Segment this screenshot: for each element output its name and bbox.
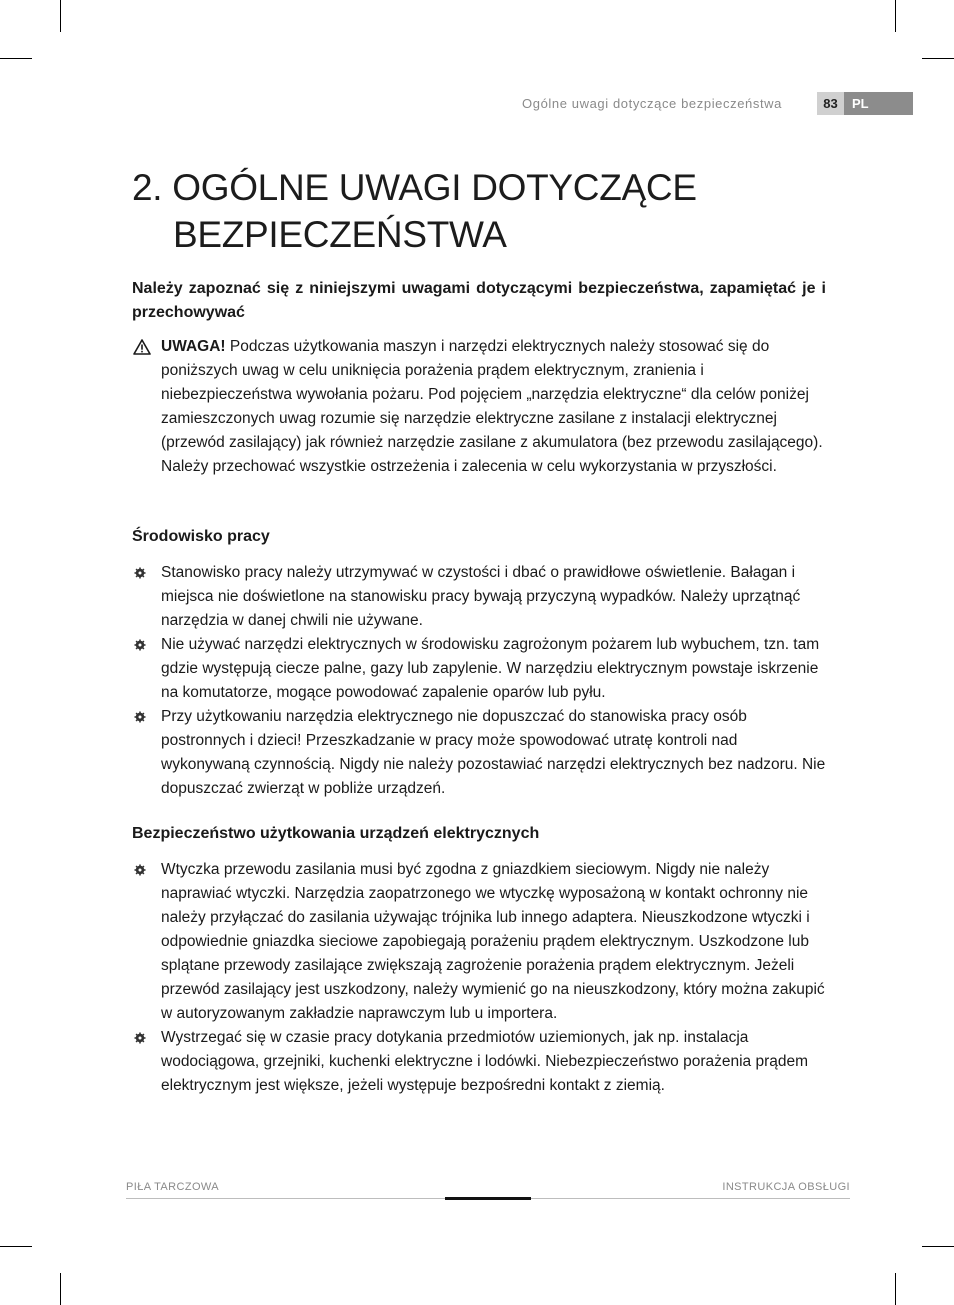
work-environment-list [161, 561, 826, 801]
list-item [161, 561, 826, 633]
title-line-2: BEZPIECZEŃSTWA [173, 214, 507, 255]
list-item [161, 633, 826, 705]
electrical-safety-list [161, 858, 826, 1098]
footer-divider-accent [445, 1197, 531, 1200]
gear-bullet-icon [134, 639, 146, 651]
page-title [132, 164, 697, 258]
crop-mark [0, 58, 32, 59]
list-item-text: Stanowisko pracy należy utrzymywać w czystości i dbać o prawidłowe oświetlenie. Bałagan i miejsca nie doświetlone na stanowisku pracy bywają przyczyną wypadków. Należy uprzątnąć narzędzia w danej chwili nie używane. [161, 564, 801, 629]
title-line-1: 2. OGÓLNE UWAGI DOTYCZĄCE [132, 167, 697, 208]
crop-mark [895, 0, 896, 32]
crop-mark [0, 1246, 32, 1247]
language-code: PL [844, 92, 913, 115]
warning-paragraph [161, 335, 826, 479]
section-heading-electrical-safety: Bezpieczeństwo użytkowania urządzeń elektrycznych [132, 825, 540, 842]
page-number: 83 [817, 92, 844, 115]
crop-mark [895, 1273, 896, 1305]
intro-text: Należy zapoznać się z niniejszymi uwagami dotyczącymi bezpieczeństwa, zapamiętać je i przechowywać [132, 280, 826, 321]
list-item-text: Wtyczka przewodu zasilania musi być zgodna z gniazdkiem sieciowym. Nigdy nie należy naprawiać wtyczki. Narzędzia zaopatrzonego we wtyczkę wyposażoną w kontakt ochronny nie należy przyłączać do zasilania używając trójnika lub innego adaptera. Nieuszkodzone wtyczki i odpowiednie gniazdka sieciowe zapobiegają porażeniu prądem elektrycznym. Uszkodzone lub splątane przewody zasilające zwiększają zagrożenie porażenia prądem elektrycznym. Jeżeli przewód zasilający jest uszkodzony, należy wymienić go na nieuszkodzony, który można zakupić w autoryzowanym zakładzie naprawczym lub u importera. [161, 861, 825, 1022]
list-item-text: Przy użytkowaniu narzędzia elektrycznego nie dopuszczać do stanowiska pracy osób postronnych i dzieci! Przeszkadzanie w pracy może spowodować utratę kontroli nad wykonywaną czynnością. Nigdy nie należy pozostawiać narzędzi elektrycznych bez nadzoru. Nie dopuszczać zwierząt w pobliże urządzeń. [161, 708, 826, 797]
crop-mark [922, 58, 954, 59]
gear-bullet-icon [134, 864, 146, 876]
list-item [161, 1026, 826, 1098]
section-heading-work-environment: Środowisko pracy [132, 528, 270, 545]
running-header: Ogólne uwagi dotyczące bezpieczeństwa [522, 96, 782, 111]
warning-label: UWAGA! [161, 338, 226, 355]
crop-mark [60, 0, 61, 32]
footer-document-type: INSTRUKCJA OBSŁUGI [722, 1181, 850, 1193]
warning-triangle-icon [133, 339, 151, 355]
list-item-text: Wystrzegać się w czasie pracy dotykania przedmiotów uziemionych, jak np. instalacja wodociągowa, grzejniki, kuchenki elektryczne i lodówki. Niebezpieczeństwo porażenia prądem elektrycznym jest większe, jeżeli występuje bezpośredni kontakt z ziemią. [161, 1029, 809, 1094]
gear-bullet-icon [134, 711, 146, 723]
list-item-text: Nie używać narzędzi elektrycznych w środowisku zagrożonym pożarem lub wybuchem, tzn. tam gdzie występują ciecze palne, gazy lub zapylenie. W narzędziu elektrycznym powstaje iskrzenie na komutatorze, mogące powodować zapalenie oparów lub pyłu. [161, 636, 820, 701]
footer-product-name: PIŁA TARCZOWA [126, 1181, 220, 1193]
page-tab [817, 92, 913, 115]
gear-bullet-icon [134, 567, 146, 579]
warning-text: Podczas użytkowania maszyn i narzędzi elektrycznych należy stosować się do poniższych uwag w celu uniknięcia porażenia prądem elektrycznym, zranienia i niebezpieczeństwa wywołania pożaru. Pod pojęciem „narzędzia elektryczne“ dla celów poniżej zamieszczonych uwag rozumie się narzędzie elektryczne zasilane z instalacji elektrycznej (przewód zasilający) jak również narzędzie zasilane z akumulatora (bez przewodu zasilającego). Należy przechować wszystkie ostrzeżenia i zalecenia w celu wykorzystania w przyszłości. [161, 338, 823, 475]
list-item [161, 705, 826, 801]
list-item [161, 858, 826, 1026]
gear-bullet-icon [134, 1032, 146, 1044]
crop-mark [922, 1246, 954, 1247]
crop-mark [60, 1273, 61, 1305]
